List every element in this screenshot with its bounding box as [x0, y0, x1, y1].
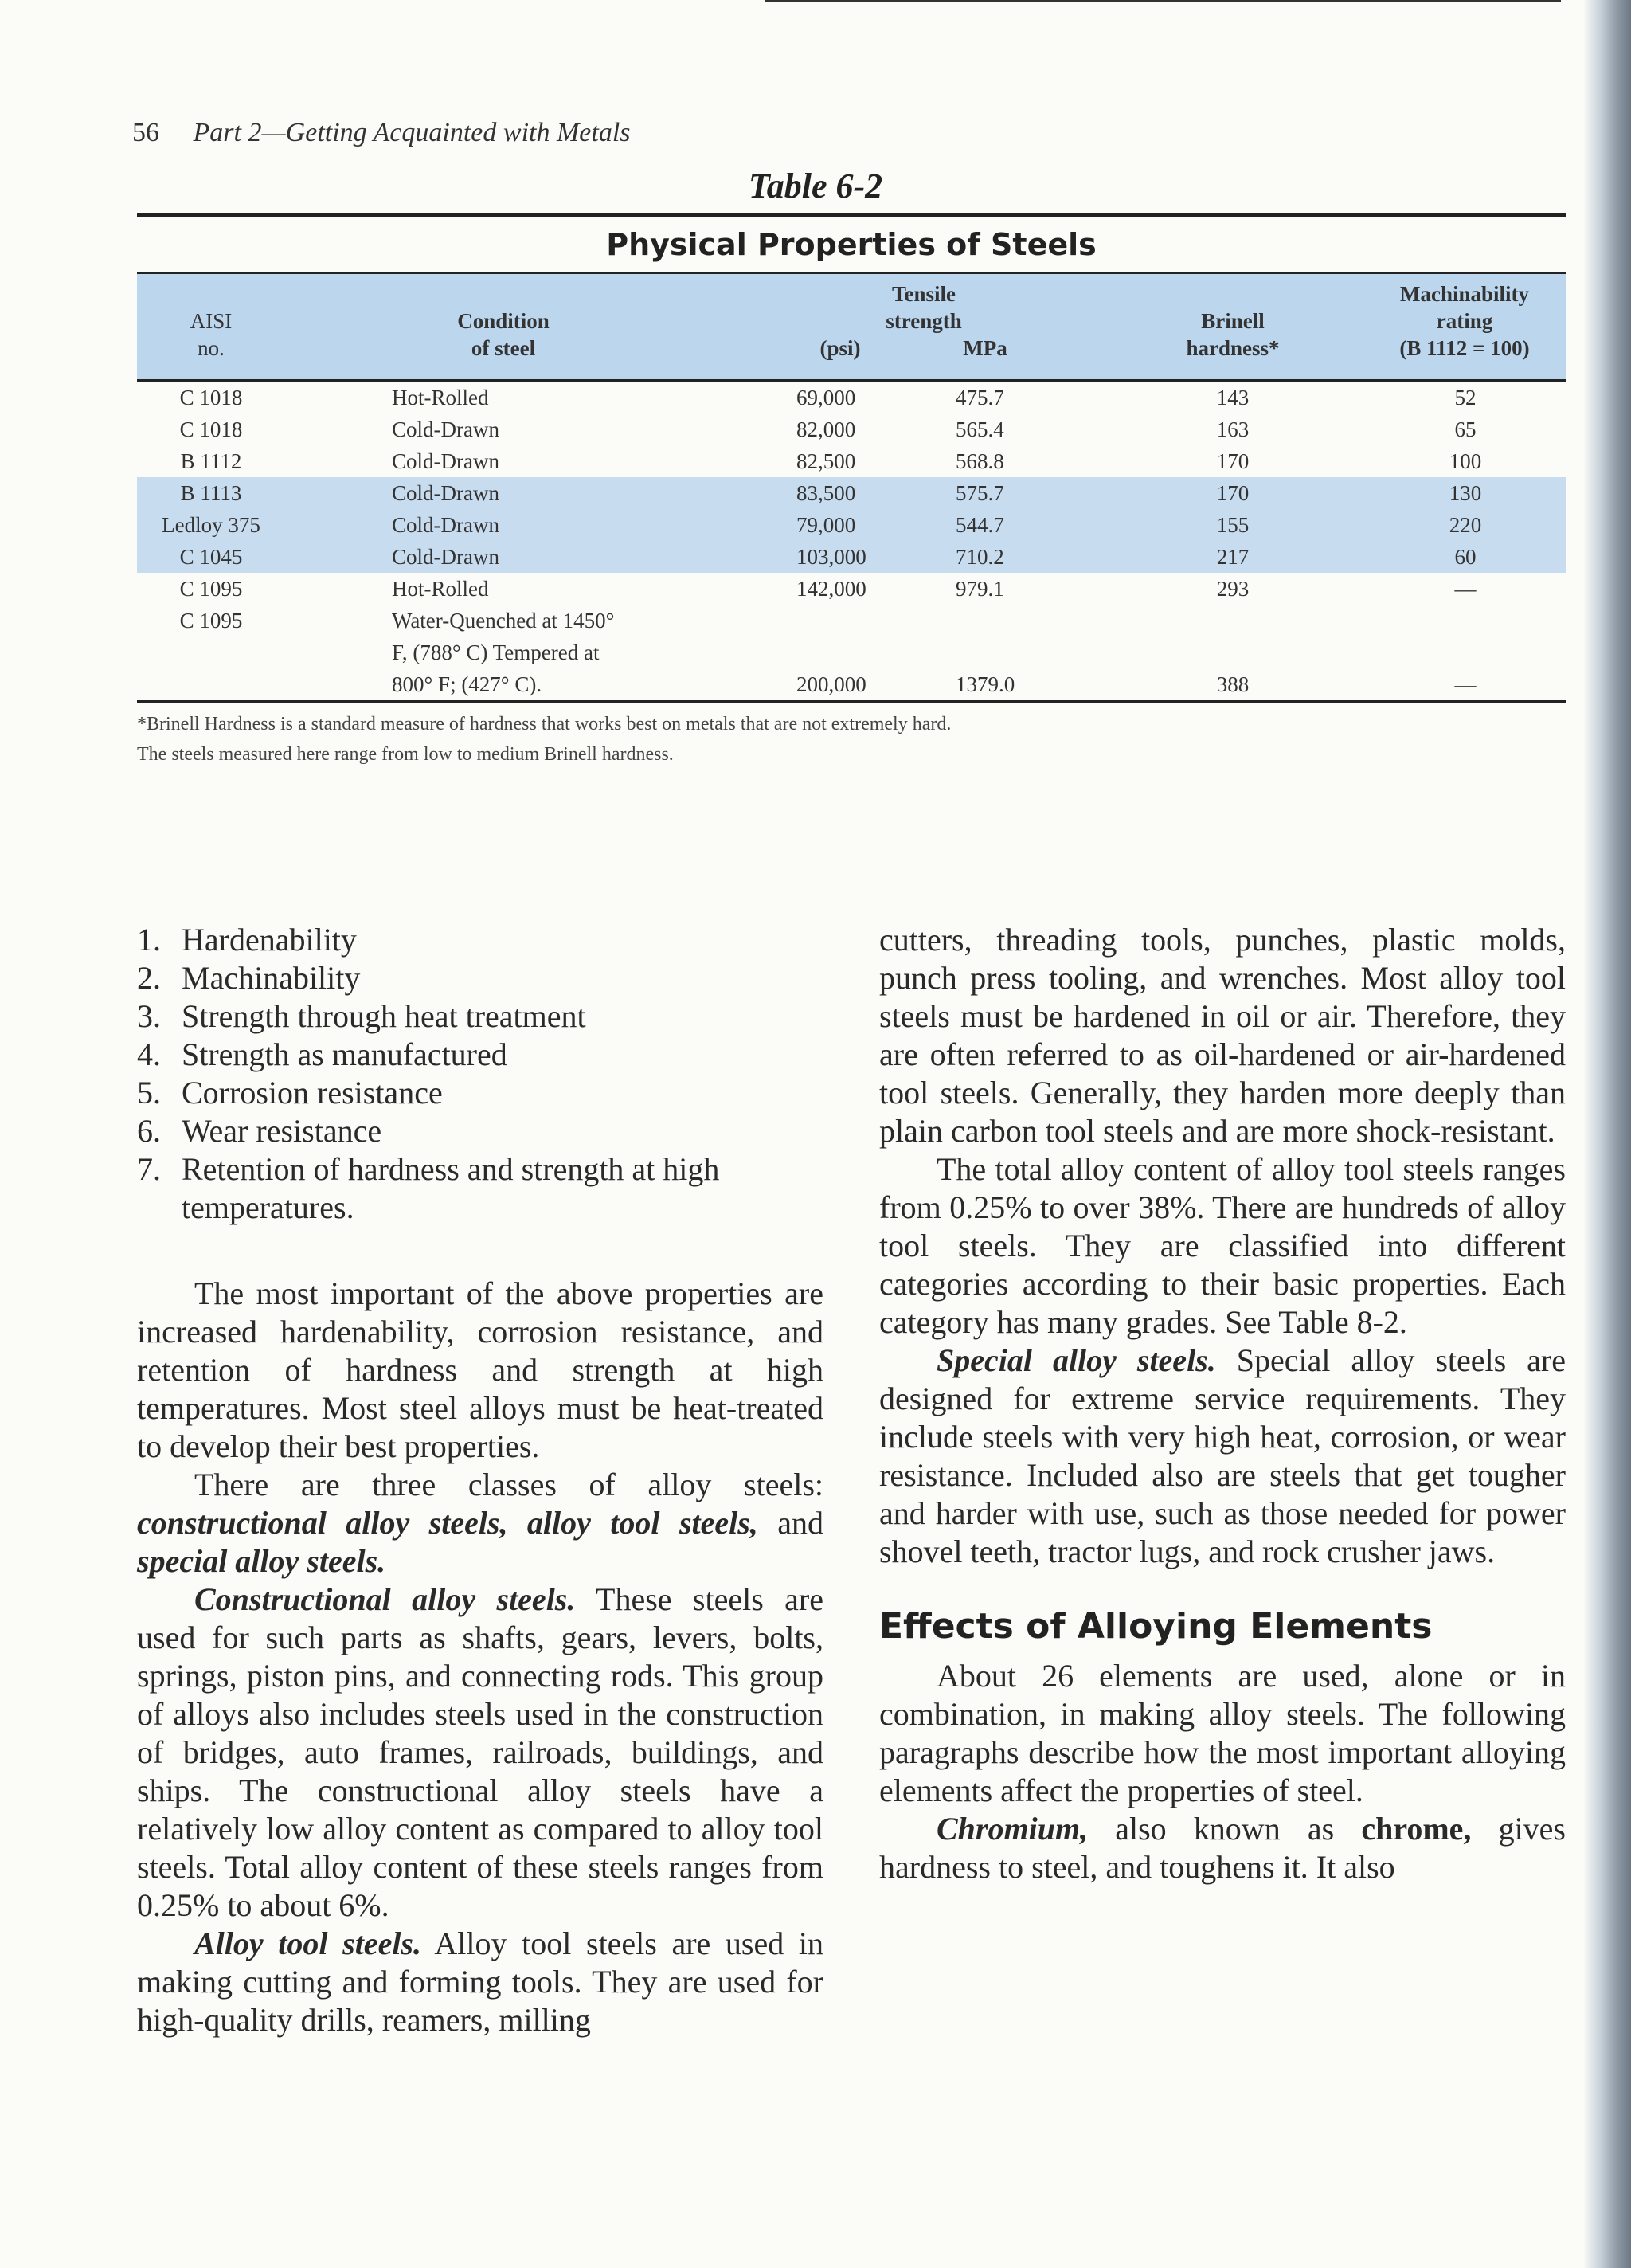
cell-aisi: C 1045 [179, 545, 243, 569]
top-edge-line [765, 0, 1561, 2]
run-in-heading: Constructional alloy steels. [194, 1581, 576, 1617]
table-row [137, 509, 1566, 541]
cell-machinability: 130 [1449, 481, 1482, 505]
list-text: Hardenability [182, 922, 357, 958]
cell-psi: 200,000 [796, 672, 866, 696]
list-item [137, 1074, 823, 1112]
list-item [137, 959, 823, 997]
run-in-heading: Special alloy steels. [937, 1342, 1216, 1378]
list-text: Corrosion resistance [182, 1075, 443, 1110]
cell-condition-line: Water-Quenched at 1450° [392, 609, 615, 633]
cell-mpa: 565.4 [956, 417, 1004, 441]
properties-table [137, 213, 1566, 770]
cell-mpa: 475.7 [956, 386, 1004, 409]
cell-mpa: 979.1 [956, 577, 1004, 601]
paragraph-text: and [757, 1505, 823, 1541]
left-column [137, 921, 823, 2039]
cell-brinell: 293 [1216, 577, 1250, 601]
paragraph [137, 1581, 823, 1925]
cell-machinability: 52 [1454, 386, 1477, 409]
header-mpa: MPa [963, 336, 1007, 360]
running-title: Part 2—Getting Acquainted with Metals [193, 118, 631, 147]
table-row [137, 605, 1566, 700]
cell-brinell: 217 [1216, 545, 1250, 569]
cell-aisi: C 1018 [179, 417, 243, 441]
cell-condition-line: F, (788° C) Tempered at [392, 640, 600, 664]
header-condition [392, 307, 615, 362]
run-in-heading: Alloy tool steels. [194, 1925, 421, 1961]
list-number: 7. [137, 1151, 161, 1187]
cell-brinell: 170 [1216, 449, 1250, 473]
cell-mpa: 575.7 [956, 481, 1004, 505]
list-text: Strength through heat treatment [182, 998, 586, 1034]
term-chrome: chrome, [1361, 1811, 1472, 1847]
cell-psi: 142,000 [796, 577, 866, 601]
list-item [137, 1112, 823, 1150]
page-number: 56 [132, 118, 159, 147]
table-body [137, 382, 1566, 700]
cell-aisi: B 1113 [180, 481, 242, 505]
table-row [137, 573, 1566, 605]
paragraph-text: gives hardness to steel, and toughens it. It also [879, 1811, 1566, 1885]
cell-condition-line: 800° F; (427° C). [392, 672, 542, 696]
list-number: 4. [137, 1036, 161, 1072]
cell-mpa: 544.7 [956, 513, 1004, 537]
table-row [137, 413, 1566, 445]
cell-aisi: Ledloy 375 [162, 513, 260, 537]
paragraph-text: Special alloy steels are designed for extreme service requirements. They include steels with very high heat, corrosion, or wear resistance. Included also are steels that get tougher and harder with use, such as those needed for power shovel teeth, tractor lugs, and rock crusher jaws. [879, 1342, 1566, 1569]
table-row [137, 382, 1566, 413]
paragraph [879, 1342, 1566, 1571]
cell-condition: Cold-Drawn [392, 513, 499, 537]
cell-condition: Cold-Drawn [392, 545, 499, 569]
header-tensile-line2: strength [886, 309, 962, 333]
list-number: 1. [137, 922, 161, 958]
term-special-alloy: special alloy steels. [137, 1543, 386, 1579]
cell-aisi: C 1018 [179, 386, 243, 409]
cell-machinability: — [1454, 577, 1477, 601]
list-text: Strength as manufactured [182, 1036, 507, 1072]
cell-machinability: 60 [1454, 545, 1477, 569]
list-item [137, 1036, 823, 1074]
page-edge-shadow [1583, 0, 1631, 2268]
table-row [137, 477, 1566, 509]
header-aisi-line2: no. [198, 336, 225, 360]
term-constructional-and-tool: constructional alloy steels, alloy tool steels, [137, 1505, 758, 1541]
cell-mpa: 710.2 [956, 545, 1004, 569]
paragraph-text: These steels are used for such parts as shafts, gears, levers, bolts, springs, piston pins, and connecting rods. This group of alloys also includes steels used in the construction of bridges, auto frames, railroads, buildings, and ships. The constructional alloy steels have a relatively low alloy content as compared to alloy tool steels. Total alloy content of these steels ranges from 0.25% to about 6%. [137, 1581, 823, 1923]
cell-condition: Cold-Drawn [392, 481, 499, 505]
header-tensile [820, 280, 1027, 335]
cell-aisi: C 1095 [179, 609, 243, 633]
cell-brinell: 163 [1216, 417, 1250, 441]
section-heading: Effects of Alloying Elements [879, 1606, 1433, 1647]
header-psi: (psi) [819, 336, 861, 360]
table-row [137, 541, 1566, 573]
cell-psi: 103,000 [796, 545, 866, 569]
header-machinability-line2: rating [1436, 309, 1493, 333]
list-number: 2. [137, 960, 161, 996]
list-number: 5. [137, 1075, 161, 1110]
list-number: 3. [137, 998, 161, 1034]
cell-machinability: 220 [1449, 513, 1482, 537]
paragraph-text: also known as [1088, 1811, 1362, 1847]
cell-psi: 82,500 [796, 449, 856, 473]
list-number: 6. [137, 1113, 161, 1149]
running-head [132, 118, 631, 148]
header-machinability-line3: (B 1112 = 100) [1399, 336, 1530, 360]
list-text: Wear resistance [182, 1113, 382, 1149]
table-title: Physical Properties of Steels [606, 227, 1097, 262]
header-aisi [137, 307, 285, 362]
paragraph [137, 1466, 823, 1581]
cell-aisi: B 1112 [180, 449, 242, 473]
cell-machinability: 100 [1449, 449, 1482, 473]
cell-mpa: 568.8 [956, 449, 1004, 473]
cell-brinell: 155 [1216, 513, 1250, 537]
cell-machinability: 65 [1454, 417, 1477, 441]
cell-machinability: — [1454, 672, 1477, 696]
cell-psi: 79,000 [796, 513, 856, 537]
properties-list [137, 921, 823, 1227]
paragraph: cutters, threading tools, punches, plastic molds, punch press tooling, and wrenches. Most alloy tool steels must be hardened in oil or air. Therefore, they are often referred to as oil-hardened or air-hardened tool steels. Generally, they harden more deeply than plain carbon tool steels and are more shock-resistant. [879, 922, 1566, 1149]
paragraph: The most important of the above properties are increased hardenability, corrosion resistance, and retention of hardness and strength at high temperatures. Most steel alloys must be heat-treated to develop their best properties. [137, 1275, 823, 1464]
paragraph-text: Alloy tool steels are used in making cutting and forming tools. They are used for high-quality drills, reamers, milling [137, 1925, 823, 2038]
list-item [137, 997, 823, 1036]
table-row [137, 445, 1566, 477]
header-machinability [1363, 280, 1566, 362]
right-column [879, 921, 1566, 1886]
paragraph [879, 1810, 1566, 1886]
cell-condition: Hot-Rolled [392, 386, 489, 409]
run-in-heading: Chromium, [937, 1811, 1089, 1847]
cell-mpa: 1379.0 [956, 672, 1015, 696]
header-aisi-line1: AISI [190, 309, 233, 333]
list-item [137, 1150, 823, 1227]
header-brinell-line2: hardness* [1186, 336, 1280, 360]
header-tensile-line1: Tensile [891, 282, 956, 306]
header-brinell-line1: Brinell [1201, 309, 1265, 333]
cell-condition: Cold-Drawn [392, 449, 499, 473]
footnote-line: *Brinell Hardness is a standard measure of hardness that works best on metals that are not extremely hard. [137, 714, 952, 734]
cell-psi: 69,000 [796, 386, 856, 409]
paragraph [137, 1925, 823, 2039]
table-footnote [137, 709, 1566, 770]
cell-aisi: C 1095 [179, 577, 243, 601]
cell-condition: Cold-Drawn [392, 417, 499, 441]
paragraph: About 26 elements are used, alone or in combination, in making alloy steels. The following paragraphs describe how the most important alloying elements affect the properties of steel. [879, 1658, 1566, 1808]
header-condition-line1: Condition [457, 309, 550, 333]
header-brinell [1156, 307, 1309, 362]
list-item [137, 921, 823, 959]
header-machinability-line1: Machinability [1399, 282, 1529, 306]
cell-psi: 82,000 [796, 417, 856, 441]
list-text: Retention of hardness and strength at high temperatures. [182, 1151, 720, 1225]
cell-brinell: 170 [1216, 481, 1250, 505]
cell-psi: 83,500 [796, 481, 856, 505]
header-condition-line2: of steel [471, 336, 536, 360]
paragraph-text: There are three classes of alloy steels: [194, 1467, 823, 1502]
paragraph: The total alloy content of alloy tool steels ranges from 0.25% to over 38%. There are hundreds of alloy tool steels. They are classified into different categories according to their basic properties. Each category has many grades. See Table 8-2. [879, 1151, 1566, 1340]
table-header [137, 274, 1566, 382]
cell-brinell: 143 [1216, 386, 1250, 409]
cell-condition [392, 605, 614, 700]
cell-brinell: 388 [1216, 672, 1250, 696]
cell-condition: Hot-Rolled [392, 577, 489, 601]
table-bottom-rule [137, 700, 1566, 703]
list-text: Machinability [182, 960, 361, 996]
footnote-line: The steels measured here range from low to medium Brinell hardness. [137, 744, 674, 765]
table-number: Table 6-2 [748, 166, 883, 206]
